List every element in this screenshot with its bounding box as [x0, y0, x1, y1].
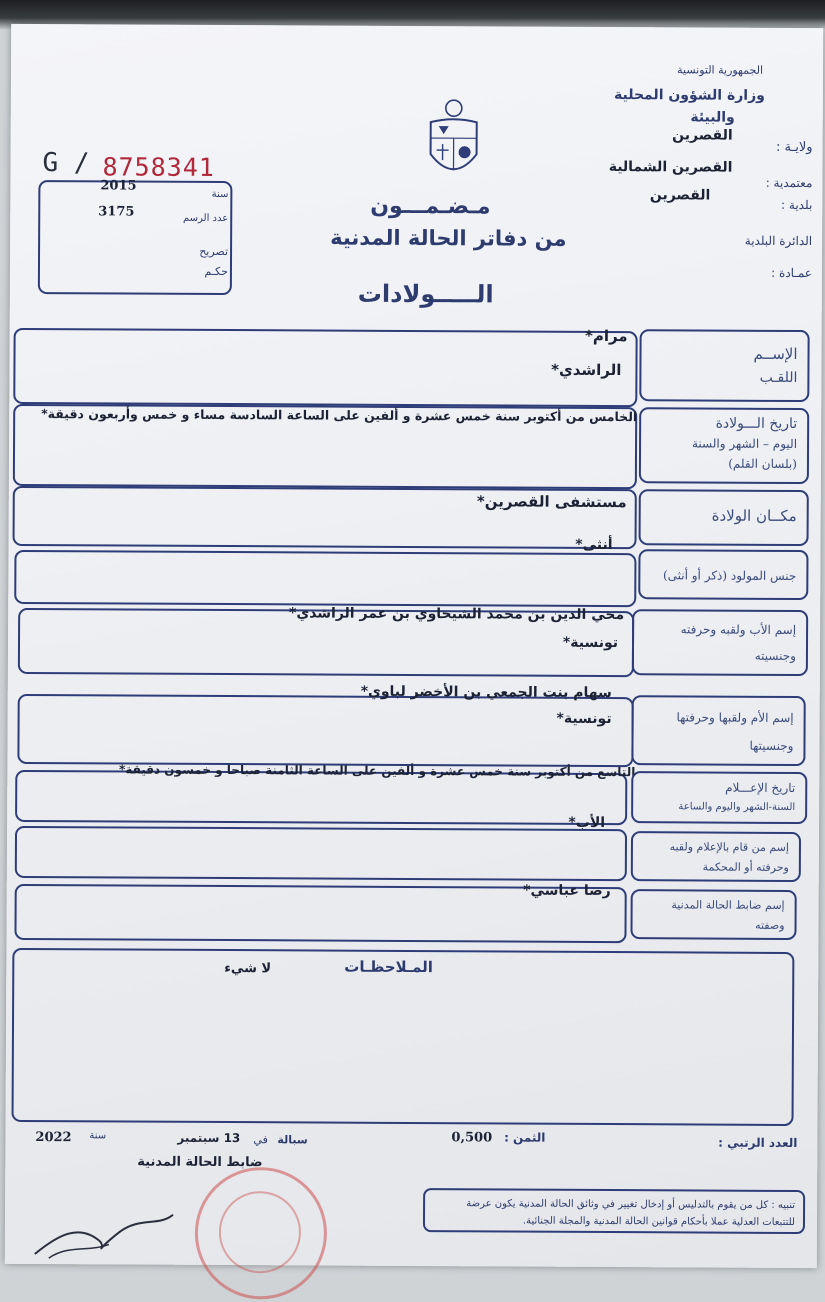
tunisia-coat-of-arms-icon [422, 94, 484, 186]
municipality-value: القصرين [650, 187, 711, 203]
footer-year-label: سنة [89, 1130, 106, 1141]
officer-value-box [14, 884, 626, 943]
official-stamp-inner-icon [219, 1191, 301, 1273]
birth-place-label: مكــان الولادة [645, 505, 797, 526]
record-number-label: عدد الرسم [183, 213, 228, 224]
father-nationality-value: تونسية* [563, 635, 618, 651]
father-label: إسم الأب ولقبه وحرفته [638, 619, 796, 640]
omada-label: عمـادة : [771, 266, 812, 280]
mother-label2: وجنسيتها [637, 735, 793, 756]
declaration-date-label-box [631, 771, 807, 824]
title-line2: من دفاتر الحالة المدنية [330, 226, 567, 251]
name-label-box [639, 329, 809, 402]
republic-text: الجمهورية التونسية [677, 63, 763, 76]
mother-nationality-value: تونسية* [557, 711, 612, 727]
remarks-value: لا شيء [224, 961, 271, 976]
birth-place-value-box [13, 486, 637, 549]
declarant-value-box [15, 826, 627, 881]
wilaya-value: القصرين [672, 127, 733, 143]
father-name-value: محي الدين بن محمد الشيحاوي بن عمر الراشدي* [289, 605, 624, 623]
signature-icon [29, 1204, 179, 1265]
declaration-date-label: تاريخ الإعـــلام [637, 777, 795, 798]
first-name-label: الإســم [645, 343, 797, 364]
birth-place-label-box [639, 489, 809, 546]
serial-number: 8758341 [102, 152, 215, 182]
record-box [38, 180, 233, 295]
birth-place-value: مستشفى القصرين* [477, 492, 627, 511]
officer-label: إسم ضابط الحالة المدنية [637, 895, 785, 916]
place-label: سبالة [277, 1133, 307, 1146]
birth-date-sublabel2: (بلسان القلم) [645, 453, 797, 474]
footer-year-value: 2022 [35, 1130, 71, 1145]
mother-label: إسم الأم ولقبها وحرفتها [638, 707, 794, 728]
mother-label-box [631, 695, 805, 766]
officer-value: رضا عباسي* [523, 883, 611, 899]
birth-date-label-box [639, 407, 809, 484]
serial-prefix: G / [42, 148, 89, 178]
mother-value-box [17, 694, 633, 767]
father-value-box [18, 608, 634, 677]
year-label: سنة [212, 189, 229, 200]
legal-notice: تنبيه : كل من يقوم بالتدليس أو إدخال تغيير في وثائق الحالة المدنية يكون عرضة للتتبعات العدلية عملا بأحكام قوانين الحالة المدنية والمجلة الجنائية. [423, 1188, 805, 1234]
day-month-value: 13 سبتمبر [177, 1131, 240, 1145]
father-label2: وجنسيته [638, 645, 796, 666]
surname-label: اللقـب [645, 367, 797, 388]
birth-date-value-box [13, 404, 637, 489]
declaration-date-value: التاسع من أكتوبر سنة خمس عشرة و ألفين على الساعة الثامنة صباحا و خمسون دقيقة* [119, 762, 635, 779]
birth-date-value: الخامس من أكتوبر سنة خمس عشرة و ألفين على الساعة السادسة مساء و خمس وأربعون دقيقة* [41, 406, 637, 424]
mother-name-value: سهام بنت الجمعي بن الأخضر لباوي* [361, 684, 612, 701]
declaration-date-value-box [15, 770, 627, 825]
declaration-label: تصريح [199, 245, 228, 258]
birth-date-label: تاريخ الـــولادة [645, 413, 797, 434]
declarant-value: الأب* [568, 815, 605, 831]
wilaya-label: ولايـة : [776, 140, 813, 155]
sex-value-box [14, 550, 636, 607]
title-line1: مـضـمـــون [370, 194, 490, 220]
declarant-label2: وحرفته أو المحكمة [637, 857, 789, 878]
declarant-label: إسم من قام بالإعلام ولقبه [637, 837, 789, 858]
delegation-label: معتمدية : [766, 176, 813, 190]
municipality-label: بلدية : [781, 198, 812, 212]
birth-date-sublabel: اليوم – الشهر والسنة [645, 433, 797, 454]
officer-label2: وصفته [636, 915, 784, 936]
price-value: 0,500 [451, 1130, 492, 1145]
first-name-value: مرام* [585, 327, 628, 345]
ministry2-text: والبيئة [690, 109, 734, 125]
remarks-label: المـلاحظـات [344, 958, 433, 976]
father-label-box [632, 609, 808, 676]
record-number-value: 3175 [98, 204, 134, 219]
serial-footer-label: العدد الرتبي : [718, 1136, 797, 1150]
judgment-label: حكـم [205, 265, 228, 278]
price-label: الثمن : [504, 1130, 545, 1144]
remarks-box [12, 948, 795, 1126]
officer-footer-label: ضابط الحالة المدنية [137, 1155, 262, 1171]
name-value-box [13, 328, 637, 407]
declaration-date-sublabel: السنة-الشهر واليوم والساعة [637, 797, 795, 818]
officer-label-box [630, 889, 796, 940]
surname-value: الراشدي* [551, 361, 621, 379]
ministry-text: وزارة الشؤون المحلية [614, 87, 765, 104]
sex-label: جنس المولود (ذكر أو أنثى) [644, 565, 796, 586]
title-line3: الـــــولادات [358, 280, 494, 309]
year-value: 2015 [100, 178, 136, 193]
sex-value: أنثى* [575, 537, 612, 553]
delegation-value: القصرين الشمالية [609, 159, 733, 176]
declarant-label-box [631, 831, 801, 882]
document-paper [5, 24, 823, 1268]
sex-label-box [638, 549, 808, 600]
on-label: في [253, 1133, 268, 1146]
district-label: الدائرة البلدية [745, 234, 812, 248]
